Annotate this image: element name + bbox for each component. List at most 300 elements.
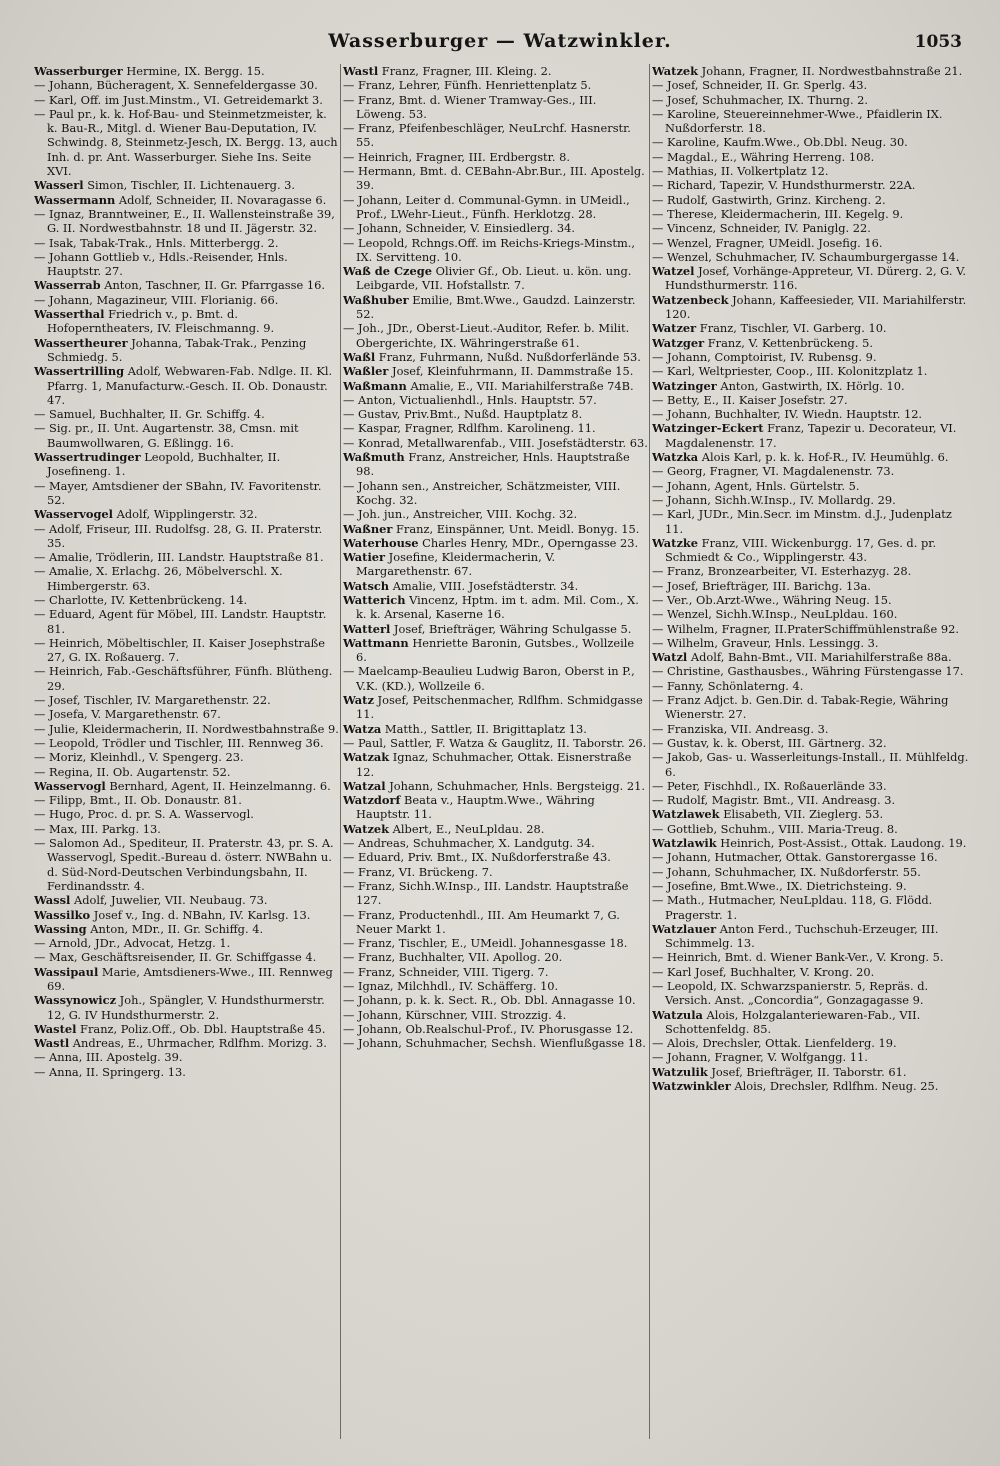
directory-entry — [34, 836, 339, 893]
entry-details: — Betty, E., II. Kaiser Josefstr. 27. — [652, 392, 848, 407]
entry-details: — Johann sen., Anstreicher, Schätzmeister, VIII. Kochg. 32. — [343, 478, 621, 507]
entry-surname: Watzenbeck — [652, 292, 729, 307]
directory-entry — [34, 250, 339, 279]
entry-details: — Heinrich, Bmt. d. Wiener Bank-Ver., V. Krong. 5. — [652, 950, 944, 965]
entry-details: — Leopold, IX. Schwarzspanierstr. 5, Repräs. d. Versich. Anst. „Concordia“, Gonzagagasse 9. — [652, 979, 929, 1008]
directory-entry — [343, 479, 648, 508]
entry-details: Franz, V. Kettenbrückeng. 5. — [704, 335, 873, 350]
entry-details: — Karoline, Kaufm.Wwe., Ob.Dbl. Neug. 30. — [652, 135, 908, 150]
directory-entry — [343, 350, 648, 364]
entry-surname: Watzek — [652, 64, 699, 78]
directory-entry — [343, 579, 648, 593]
entry-details: — Max, III. Parkg. 13. — [34, 821, 161, 836]
entry-surname: Wattmann — [343, 635, 409, 650]
entry-details: — Johann, Schuhmacher, Sechsh. Wienflußgasse 18. — [343, 1036, 646, 1051]
directory-entry — [343, 850, 648, 864]
directory-entry — [343, 507, 648, 521]
entry-surname: Watzulik — [652, 1064, 708, 1079]
entry-details: Anton, Gastwirth, IX. Hörlg. 10. — [716, 378, 905, 393]
directory-entry — [652, 650, 970, 664]
directory-entry — [343, 193, 648, 222]
directory-entry — [34, 922, 339, 936]
entry-details: — Regina, II. Ob. Augartenstr. 52. — [34, 764, 231, 779]
directory-entry — [652, 1065, 970, 1079]
entry-details: — Richard, Tapezir, V. Hundsthurmerstr. 22A. — [652, 178, 916, 193]
directory-entry — [34, 507, 339, 521]
entry-surname: Watzel — [652, 264, 695, 279]
entry-details: — Moriz, Kleinhdl., V. Spengerg. 23. — [34, 750, 244, 765]
entry-details: Heinrich, Post-Assist., Ottak. Laudong. 19. — [716, 836, 967, 851]
entry-details: — Josefine, Bmt.Wwe., IX. Dietrichsteing. 9. — [652, 878, 907, 893]
entry-details: — Vincenz, Schneider, IV. Paniglg. 22. — [652, 221, 871, 236]
entry-details: Adolf, Juwelier, VII. Neubaug. 73. — [70, 893, 268, 908]
entry-surname: Watzka — [652, 450, 699, 465]
entry-details: Hermine, IX. Bergg. 15. — [122, 64, 265, 78]
entry-details: — Johann, Bücheragent, X. Sennefeldergasse 30. — [34, 78, 318, 93]
entry-details: — Maelcamp-Beaulieu Ludwig Baron, Oberst in P., V.K. (KD.), Wollzeile 6. — [343, 664, 635, 693]
directory-entry — [343, 121, 648, 150]
entry-details: — Amalie, Trödlerin, III. Landstr. Hauptstraße 81. — [34, 550, 324, 565]
entry-details: Bernhard, Agent, II. Heinzelmanng. 6. — [105, 778, 331, 793]
entry-details: Johann, Schuhmacher, Hnls. Bergsteigg. 21. — [385, 778, 645, 793]
directory-entry — [343, 965, 648, 979]
directory-entry — [34, 522, 339, 551]
entry-surname: Wasservogel — [34, 507, 114, 522]
entry-details: — Franz, Lehrer, Fünfh. Henriettenplatz 5. — [343, 78, 592, 93]
entry-surname: Wastel — [34, 1021, 77, 1036]
directory-entry — [652, 879, 970, 893]
directory-entry — [343, 93, 648, 122]
directory-entry — [652, 479, 970, 493]
directory-entry — [652, 836, 970, 850]
entry-details: Albert, E., NeuLpldau. 28. — [389, 821, 545, 836]
entry-details: — Eduard, Priv. Bmt., IX. Nußdorferstraße 43. — [343, 850, 611, 865]
entry-details: — Franz, Schneider, VIII. Tigerg. 7. — [343, 964, 549, 979]
entry-details: — Franz, Productenhdl., III. Am Heumarkt 7, G. Neuer Markt 1. — [343, 907, 620, 936]
entry-details: Franz, Einspänner, Unt. Meidl. Bonyg. 15. — [392, 521, 640, 536]
directory-entry — [343, 393, 648, 407]
directory-entry — [343, 836, 648, 850]
entry-surname: Waßmann — [343, 378, 407, 393]
entry-details: — Rudolf, Magistr. Bmt., VII. Andreasg. 3. — [652, 793, 896, 808]
entry-details: Friedrich v., p. Bmt. d. Hofoperntheaters, IV. Fleischmanng. 9. — [47, 307, 275, 336]
entry-details: Johann, Kaffeesieder, VII. Mariahilferstr. 120. — [665, 292, 967, 322]
directory-entry — [34, 107, 339, 178]
entry-details: — Wilhelm, Graveur, Hnls. Lessingg. 3. — [652, 635, 879, 650]
entry-surname: Wassl — [34, 893, 71, 908]
entry-details: Alois, Holzgalanteriewaren-Fab., VII. Schottenfeldg. 85. — [665, 1007, 921, 1036]
entry-details: — Franz Adjct. b. Gen.Dir. d. Tabak-Regie, Währing Wienerstr. 27. — [652, 693, 949, 722]
directory-entry — [652, 107, 970, 136]
entry-details: Alois, Drechsler, Rdlfhm. Neug. 25. — [730, 1079, 939, 1094]
directory-entry — [34, 78, 339, 92]
directory-entry — [343, 993, 648, 1007]
entry-surname: Watzinger — [652, 378, 717, 393]
entry-details: — Leopold, Trödler und Tischler, III. Rennweg 36. — [34, 735, 324, 750]
entry-details: — Joh. jun., Anstreicher, VIII. Kochg. 32. — [343, 507, 578, 522]
directory-entry — [343, 236, 648, 265]
directory-entry — [652, 922, 970, 951]
entry-details: — Johann, p. k. k. Sect. R., Ob. Dbl. Annagasse 10. — [343, 993, 636, 1008]
column-divider — [649, 64, 650, 1439]
directory-entry — [34, 178, 339, 192]
entry-details: — Konrad, Metallwarenfab., VIII. Josefstädterstr. 63. — [343, 435, 648, 450]
directory-entry — [343, 1022, 648, 1036]
entry-surname: Waßl — [343, 349, 376, 364]
directory-entry — [652, 421, 970, 450]
entry-surname: Watzer — [652, 321, 697, 336]
entry-details: — Max, Geschäftsreisender, II. Gr. Schiffgasse 4. — [34, 950, 317, 965]
entry-details: Anton, Taschner, II. Gr. Pfarrgasse 16. — [100, 278, 325, 293]
entry-details: — Johann, Leiter d. Communal-Gymn. in UMeidl., Prof., LWehr-Lieut., Fünfh. Herklotzg. 28. — [343, 192, 630, 221]
entry-surname: Watterich — [343, 592, 406, 607]
entry-details: Franz, Tapezir u. Decorateur, VI. Magdalenenstr. 17. — [665, 421, 957, 450]
column-1 — [34, 64, 339, 1444]
directory-entry — [652, 236, 970, 250]
entry-details: — Johann, Buchhalter, IV. Wiedn. Hauptstr. 12. — [652, 407, 923, 422]
entry-details: — Franz, Tischler, E., UMeidl. Johannesgasse 18. — [343, 936, 628, 951]
directory-entry — [34, 364, 339, 407]
entry-details: — Franz, Sichh.W.Insp., III. Landstr. Hauptstraße 127. — [343, 878, 629, 908]
entry-details: Simon, Tischler, II. Lichtenauerg. 3. — [83, 178, 296, 193]
entry-details: — Franziska, VII. Andreasg. 3. — [652, 721, 829, 736]
running-title: Wasserburger — Watzwinkler. — [328, 30, 672, 52]
directory-entry — [343, 1036, 648, 1050]
entry-details: — Adolf, Friseur, III. Rudolfsg. 28, G. II. Praterstr. 35. — [34, 521, 323, 550]
entry-surname: Wastl — [34, 1036, 70, 1051]
entry-details: — Johann, Schuhmacher, IX. Nußdorferstr. 55. — [652, 864, 921, 879]
directory-entry — [652, 636, 970, 650]
entry-details: — Jakob, Gas- u. Wasserleitungs-Install., II. Mühlfeldg. 6. — [652, 750, 969, 779]
directory-entry — [34, 64, 339, 78]
entry-surname: Wassertheurer — [34, 335, 128, 350]
directory-entry — [652, 164, 970, 178]
directory-entry — [343, 879, 648, 908]
entry-surname: Waßhuber — [343, 292, 409, 307]
directory-entry — [343, 908, 648, 937]
directory-entry — [34, 479, 339, 508]
directory-entry — [343, 407, 648, 421]
entry-details: — Wilhelm, Fragner, II.PraterSchiffmühlenstraße 92. — [652, 621, 959, 636]
entry-details: — Gustav, Priv.Bmt., Nußd. Hauptplatz 8. — [343, 407, 583, 422]
entry-details: Josef v., Ing. d. NBahn, IV. Karlsg. 13. — [90, 907, 311, 922]
entry-details: — Ignaz, Branntweiner, E., II. Wallensteinstraße 39, G. II. Nordwestbahnstr. 18 und II. Jägerstr. 32. — [34, 206, 335, 236]
entry-surname: Watzdorf — [343, 793, 401, 808]
directory-entry — [343, 622, 648, 636]
entry-details: — Paul, Sattler, F. Watza & Gauglitz, II. Taborstr. 26. — [343, 735, 647, 750]
directory-entry — [652, 150, 970, 164]
entry-details: — Karl, Off. im Just.Minstm., VI. Getreidemarkt 3. — [34, 92, 323, 107]
directory-entry — [34, 550, 339, 564]
entry-details: — Peter, Fischhdl., IX. Roßauerlände 33. — [652, 778, 887, 793]
directory-entry — [343, 64, 648, 78]
directory-entry — [34, 693, 339, 707]
directory-entry — [343, 950, 648, 964]
entry-details: — Kaspar, Fragner, Rdlfhm. Karolineng. 11. — [343, 421, 596, 436]
entry-details: Olivier Gf., Ob. Lieut. u. kön. ung. Leibgarde, VII. Hofstallstr. 7. — [356, 264, 632, 293]
entry-details: — Fanny, Schönlaterng. 4. — [652, 678, 804, 693]
entry-details: — Josef, Schuhmacher, IX. Thurng. 2. — [652, 92, 869, 107]
directory-entry — [34, 908, 339, 922]
entry-details: — Johann, Magazineur, VIII. Florianig. 66. — [34, 292, 279, 307]
entry-details: — Wenzel, Sichh.W.Insp., NeuLpldau. 160. — [652, 607, 898, 622]
entry-surname: Watzwinkler — [652, 1079, 731, 1094]
entry-details: — Johann, Agent, Hnls. Gürtelstr. 5. — [652, 478, 860, 493]
directory-entry — [34, 950, 339, 964]
directory-entry — [34, 1022, 339, 1036]
directory-entry — [34, 278, 339, 292]
directory-entry — [34, 564, 339, 593]
entry-details: Adolf, Bahn-Bmt., VII. Mariahilferstraße 88a. — [687, 650, 952, 665]
directory-entry — [34, 193, 339, 207]
entry-details: — Hugo, Proc. d. pr. S. A. Wasservogl. — [34, 807, 254, 822]
entry-details: — Andreas, Schuhmacher, X. Landgutg. 34. — [343, 836, 595, 851]
entry-details: Adolf, Webwaren-Fab. Ndlge. II. Kl. Pfarrg. 1, Manufacturw.-Gesch. II. Ob. Donaustr. 47. — [47, 364, 333, 407]
directory-entry — [652, 64, 970, 78]
directory-entry — [343, 1008, 648, 1022]
entry-details: — Karl, JUDr., Min.Secr. im Minstm. d.J., Judenplatz 11. — [652, 507, 952, 536]
entry-details: — Karl Josef, Buchhalter, V. Krong. 20. — [652, 964, 875, 979]
entry-surname: Waterhouse — [343, 535, 419, 550]
entry-surname: Watzlawek — [652, 807, 720, 822]
directory-entry — [343, 822, 648, 836]
entry-details: Alois Karl, p. k. k. Hof-R., IV. Heumühlg. 6. — [698, 450, 949, 465]
entry-details: — Wenzel, Schuhmacher, IV. Schaumburgergasse 14. — [652, 249, 960, 264]
directory-entry — [34, 336, 339, 365]
entry-details: — Franz, Bmt. d. Wiener Tramway-Ges., III. Löweng. 53. — [343, 92, 597, 121]
entry-details: — Wenzel, Fragner, UMeidl. Josefig. 16. — [652, 235, 883, 250]
directory-entry — [34, 793, 339, 807]
entry-surname: Watzlauer — [652, 921, 717, 936]
directory-entry — [652, 965, 970, 979]
entry-details: — Paul pr., k. k. Hof-Bau- und Steinmetzmeister, k. k. Bau-R., Mitgl. d. Wiener Bau-Deputation, IV. Schwindg. 8, Steinmetz-Jesch, IX. Bergg. 13, auch Inh. d. pr. Ant. Wasserburger. Siehe Ins. Seite XVI. — [34, 106, 338, 179]
entry-details: — Franz, VI. Brückeng. 7. — [343, 864, 493, 879]
entry-details: — Arnold, JDr., Advocat, Hetzg. 1. — [34, 936, 231, 951]
directory-entry — [343, 379, 648, 393]
directory-entry — [34, 293, 339, 307]
directory-entry — [34, 707, 339, 721]
entry-surname: Watzger — [652, 335, 705, 350]
entry-details: Franz, Fragner, III. Kleing. 2. — [378, 64, 552, 78]
directory-entry — [652, 207, 970, 221]
directory-entry — [652, 865, 970, 879]
entry-surname: Wasservogl — [34, 778, 106, 793]
page-header — [0, 30, 1000, 56]
entry-details: — Magdal., E., Währing Herreng. 108. — [652, 149, 875, 164]
entry-details: Johanna, Tabak-Trak., Penzing Schmiedg. 5. — [47, 335, 307, 364]
entry-details: Matth., Sattler, II. Brigittaplatz 13. — [381, 721, 587, 736]
directory-entry — [34, 1050, 339, 1064]
entry-details: — Karl, Weltpriester, Coop., III. Kolonitzplatz 1. — [652, 364, 928, 379]
entry-details: — Isak, Tabak-Trak., Hnls. Mitterbergg. 2. — [34, 235, 279, 250]
entry-details: — Johann, Hutmacher, Ottak. Ganstorergasse 16. — [652, 850, 938, 865]
entry-details: — Heinrich, Möbeltischler, II. Kaiser Josephstraße 27, G. IX. Roßauerg. 7. — [34, 635, 325, 665]
directory-entry — [343, 936, 648, 950]
directory-entry — [652, 293, 970, 322]
entry-details: Marie, Amtsdieners-Wwe., III. Rennweg 69. — [47, 964, 333, 993]
column-3 — [652, 64, 970, 1444]
entry-details: Josef, Briefträger, II. Taborstr. 61. — [707, 1064, 907, 1079]
entry-details: Amalie, E., VII. Mariahilferstraße 74B. — [406, 378, 634, 393]
entry-surname: Wasserthal — [34, 307, 105, 322]
entry-surname: Wassertrilling — [34, 364, 125, 379]
directory-entry — [34, 722, 339, 736]
directory-entry — [652, 593, 970, 607]
directory-entry — [652, 693, 970, 722]
entry-details: Andreas, E., Uhrmacher, Rdlfhm. Morizg. 3. — [69, 1036, 327, 1051]
directory-entry — [652, 407, 970, 421]
entry-details: — Julie, Kleidermacherin, II. Nordwestbahnstraße 9. — [34, 721, 339, 736]
entry-details: — Leopold, Rchngs.Off. im Reichs-Kriegs-Minstm., IX. Servitteng. 10. — [343, 235, 636, 264]
directory-entry — [652, 336, 970, 350]
directory-entry — [652, 750, 970, 779]
entry-details: — Franz, Bronzearbeiter, VI. Esterhazyg. 28. — [652, 564, 912, 579]
directory-entry — [343, 593, 648, 622]
entry-details: Emilie, Bmt.Wwe., Gaudzd. Lainzerstr. 52. — [356, 292, 636, 322]
entry-details: Josef, Kleinfuhrmann, II. Dammstraße 15. — [388, 364, 634, 379]
entry-details: — Ignaz, Milchhdl., IV. Schäfferg. 10. — [343, 979, 559, 993]
directory-entry — [652, 736, 970, 750]
entry-details: Franz, Anstreicher, Hnls. Hauptstraße 98. — [356, 450, 630, 479]
entry-surname: Watzak — [343, 750, 390, 765]
entry-details: Adolf, Schneider, II. Novaragasse 6. — [115, 192, 327, 207]
entry-details: — Johann Gottlieb v., Hdls.-Reisender, Hnls. Hauptstr. 27. — [34, 249, 288, 279]
entry-details: Amalie, VIII. Josefstädterstr. 34. — [389, 578, 579, 593]
entry-details: — Anton, Victualienhdl., Hnls. Hauptstr. 57. — [343, 392, 597, 407]
directory-entry — [343, 421, 648, 435]
directory-entry — [652, 350, 970, 364]
entry-surname: Watzek — [343, 821, 390, 836]
column-2 — [343, 64, 648, 1444]
entry-details: — Eduard, Agent für Möbel, III. Landstr. Hauptstr. 81. — [34, 607, 327, 636]
entry-surname: Wassing — [34, 921, 87, 936]
directory-entry — [652, 1008, 970, 1037]
entry-details: Adolf, Wipplingerstr. 32. — [113, 507, 258, 522]
page-number: 1053 — [914, 32, 962, 52]
entry-details: — Mathias, II. Volkertplatz 12. — [652, 164, 829, 179]
directory-entry — [652, 607, 970, 621]
directory-entry — [652, 364, 970, 378]
directory-entry — [34, 450, 339, 479]
entry-details: Josef, Vorhänge-Appreteur, VI. Dürerg. 2, G. V. Hundsthurmerstr. 116. — [665, 264, 966, 293]
directory-entry — [343, 150, 648, 164]
entry-details: — Ver., Ob.Arzt-Wwe., Währing Neug. 15. — [652, 592, 892, 607]
directory-entry — [343, 750, 648, 779]
directory-entry — [34, 1036, 339, 1050]
entry-surname: Watzke — [652, 535, 699, 550]
directory-entry — [343, 264, 648, 293]
directory-entry — [34, 750, 339, 764]
entry-details: — Johann, Schneider, V. Einsiedlerg. 34. — [343, 221, 575, 236]
entry-surname: Wassipaul — [34, 964, 99, 979]
directory-entry — [34, 936, 339, 950]
directory-entry — [343, 293, 648, 322]
entry-details: — Amalie, X. Erlachg. 26, Möbelverschl. X. Himbergerstr. 63. — [34, 564, 283, 593]
entry-details: — Karoline, Steuereinnehmer-Wwe., Pfaidlerin IX. Nußdorferstr. 18. — [652, 106, 943, 136]
directory-entry — [652, 507, 970, 536]
directory-entry — [652, 321, 970, 335]
directory-entry — [343, 722, 648, 736]
entry-details: Beata v., Hauptm.Wwe., Währing Hauptstr. 11. — [356, 793, 595, 822]
directory-entry — [652, 850, 970, 864]
directory-entry — [343, 78, 648, 92]
directory-entry — [34, 993, 339, 1022]
entry-details: — Christine, Gasthausbes., Währing Fürstengasse 17. — [652, 664, 964, 679]
directory-entry — [34, 607, 339, 636]
directory-entry — [652, 464, 970, 478]
directory-entry — [343, 321, 648, 350]
entry-details: — Anna, II. Springerg. 13. — [34, 1064, 186, 1079]
entry-surname: Watzal — [343, 778, 386, 793]
entry-surname: Waß de Czege — [343, 264, 432, 279]
entry-details: Josef, Briefträger, Währing Schulgasse 5. — [390, 621, 632, 636]
entry-surname: Wassynowicz — [34, 993, 117, 1008]
entry-details: Franz, Tischler, VI. Garberg. 10. — [696, 321, 887, 336]
directory-entry — [343, 979, 648, 993]
entry-details: Josef, Peitschenmacher, Rdlfhm. Schmidgasse 11. — [356, 693, 643, 722]
directory-entry — [343, 450, 648, 479]
entry-details: — Salomon Ad., Spediteur, II. Praterstr. 43, pr. S. A. Wasservogl, Spedit.-Bureau d. österr. NWBahn u. d. Süd-Nord-Deutschen Verbindungsbahn, II. Ferdinandsstr. 4. — [34, 836, 334, 893]
entry-surname: Waßler — [343, 364, 389, 379]
directory-entry — [652, 664, 970, 678]
directory-entry — [652, 536, 970, 565]
directory-entry — [652, 793, 970, 807]
directory-entry — [34, 421, 339, 450]
directory-entry — [652, 264, 970, 293]
directory-entry — [652, 679, 970, 693]
entry-surname: Wastl — [343, 64, 379, 78]
entry-details: Elisabeth, VII. Zieglerg. 53. — [719, 807, 884, 822]
entry-details: — Sig. pr., II. Unt. Augartenstr. 38, Cmsn. mit Baumwollwaren, G. Eßlingg. 16. — [34, 421, 299, 450]
directory-entry — [34, 765, 339, 779]
entry-details: — Josef, Briefträger, III. Barichg. 13a. — [652, 578, 871, 593]
entry-details: — Georg, Fragner, VI. Magdalenenstr. 73. — [652, 464, 895, 479]
directory-entry — [34, 965, 339, 994]
directory-entry — [652, 893, 970, 922]
directory-entry — [343, 522, 648, 536]
entry-details: Leopold, Buchhalter, II. Josefineng. 1. — [47, 450, 281, 479]
directory-entry — [34, 93, 339, 107]
directory-entry — [652, 779, 970, 793]
entry-surname: Wassermann — [34, 192, 116, 207]
entry-details: — Hermann, Bmt. d. CEBahn-Abr.Bur., III. Apostelg. 39. — [343, 164, 645, 193]
entry-surname: Watzlawik — [652, 836, 717, 851]
directory-entry — [34, 636, 339, 665]
entry-details: — Joh., JDr., Oberst-Lieut.-Auditor, Refer. b. Milit. Obergerichte, IX. Währingerstraße 61. — [343, 321, 630, 350]
directory-entry — [343, 164, 648, 193]
entry-details: Ignaz, Schuhmacher, Ottak. Eisnerstraße 12. — [356, 750, 632, 779]
entry-details: — Johann, Sichh.W.Insp., IV. Mollardg. 29. — [652, 492, 896, 507]
directory-entry — [34, 664, 339, 693]
directory-entry — [652, 564, 970, 578]
entry-details: — Franz, Pfeifenbeschläger, NeuLrchf. Hasnerstr. 55. — [343, 121, 631, 150]
entry-details: — Samuel, Buchhalter, II. Gr. Schiffg. 4. — [34, 407, 265, 422]
directory-entry — [34, 207, 339, 236]
directory-entry — [652, 178, 970, 192]
entry-surname: Wasserburger — [34, 64, 123, 78]
directory-entry — [652, 979, 970, 1008]
entry-details: Franz, Fuhrmann, Nußd. Nußdorferlände 53. — [375, 349, 641, 364]
directory-entry — [652, 93, 970, 107]
entry-details: — Gottlieb, Schuhm., VIII. Maria-Treug. 8. — [652, 821, 898, 836]
directory-entry — [34, 307, 339, 336]
entry-details: — Gustav, k. k. Oberst, III. Gärtnerg. 32. — [652, 735, 887, 750]
entry-details: — Josef, Tischler, IV. Margarethenstr. 22. — [34, 693, 271, 708]
directory-entry — [34, 236, 339, 250]
directory-entry — [652, 135, 970, 149]
directory-entry — [34, 893, 339, 907]
entry-surname: Watterl — [343, 621, 391, 636]
